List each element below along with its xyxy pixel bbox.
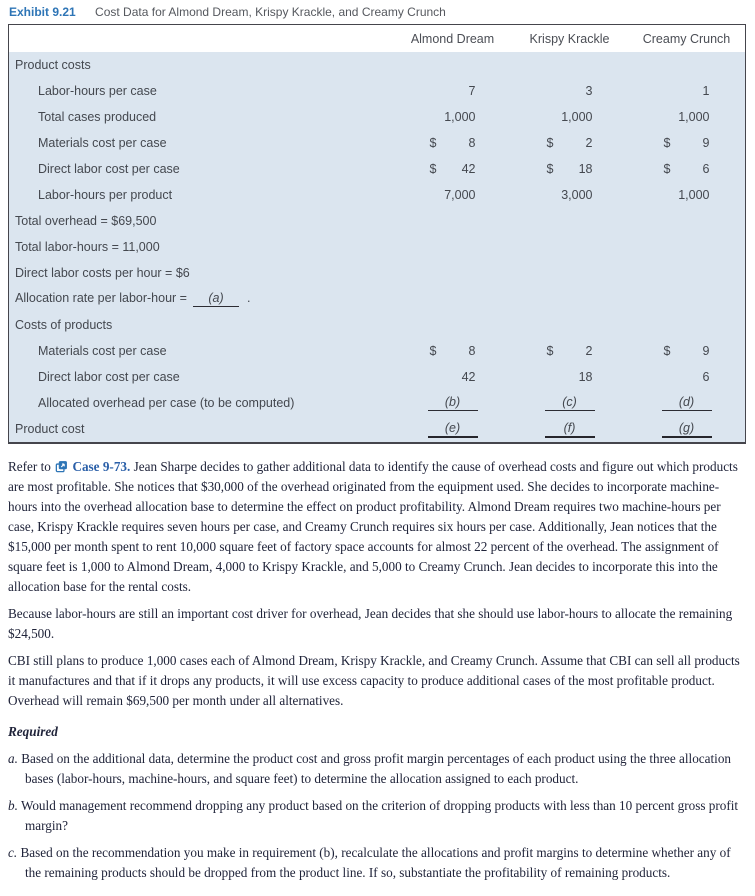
cell-value	[664, 110, 710, 124]
value-column	[394, 344, 511, 358]
row-label: Labor-hours per product	[38, 188, 173, 202]
value-column	[511, 370, 628, 384]
case-9-73-link[interactable]: Case 9-73.	[72, 459, 131, 474]
fill-in-blank: (a)	[193, 291, 239, 307]
cell-value	[662, 395, 712, 411]
column-header-creamy-crunch: Creamy Crunch	[642, 31, 731, 46]
value-column	[628, 84, 745, 98]
value-column	[394, 395, 511, 411]
requirement-b	[8, 796, 747, 836]
value-column	[511, 136, 628, 150]
cell-value-text: 6	[702, 162, 710, 176]
table-row	[9, 364, 745, 390]
cost-data-table	[8, 24, 746, 444]
exhibit-title: Cost Data for Almond Dream, Krispy Krackle, and Creamy Crunch	[95, 5, 446, 19]
table-body	[9, 52, 745, 442]
cell-value	[664, 370, 710, 384]
cell-value	[547, 370, 593, 384]
row-label: Allocated overhead per case (to be computed)	[38, 396, 295, 410]
value-column	[511, 395, 628, 411]
requirement-a-letter: a.	[8, 751, 18, 766]
value-column	[394, 110, 511, 124]
cell-value	[547, 84, 593, 98]
value-column	[511, 110, 628, 124]
cell-value-text: (g)	[678, 420, 695, 435]
cell-value-text: (b)	[444, 395, 461, 409]
row-label: Total cases produced	[38, 110, 157, 124]
cell-value	[430, 370, 476, 384]
currency-symbol: $	[663, 344, 671, 358]
column-header-almond-dream: Almond Dream	[410, 31, 495, 46]
requirement-a	[8, 749, 747, 789]
cell-value-text: 7	[468, 84, 476, 98]
cell-value	[428, 421, 478, 438]
table-row	[9, 52, 745, 78]
value-column	[628, 110, 745, 124]
currency-symbol: $	[663, 136, 671, 150]
currency-symbol: $	[546, 136, 554, 150]
column-header-krispy-krackle: Krispy Krackle	[529, 31, 610, 46]
cell-value	[547, 162, 593, 176]
value-column	[511, 344, 628, 358]
paragraph-1-text: Jean Sharpe decides to gather additional data to identify the cause of overhead costs and figure out which products are most profitable. She notices that $30,000 of the overhead originated from the equipment used. She decides to incorporate machine-hours into the overhead allocation base to determine the effect on product profitability. Almond Dream requires two machine-hours per case, Krispy Krackle requires seven hours per case, and Creamy Crunch requires six hours per case. Additionally, Jean notices that the $15,000 per month spent to rent 10,000 square feet of factory space accounts for almost 22 percent of the overhead. The assignment of square feet is 1,000 to Almond Dream, 4,000 to Krispy Krackle, and 5,000 to Creamy Crunch. Jean decides to incorporate this into the allocation base for the rental costs.	[8, 459, 738, 594]
table-row	[9, 78, 745, 104]
cell-value	[664, 162, 710, 176]
cell-value-text: 3,000	[561, 188, 593, 202]
row-label: Allocation rate per labor-hour = (a) .	[15, 291, 251, 305]
cell-value-text: 2	[585, 344, 593, 358]
table-row	[9, 312, 745, 338]
cell-value	[545, 395, 595, 411]
case-link-icon[interactable]	[55, 459, 68, 472]
cell-value	[547, 136, 593, 150]
exhibit-number: Exhibit 9.21	[9, 5, 76, 19]
cell-value	[547, 188, 593, 202]
table-row	[9, 416, 745, 442]
currency-symbol: $	[663, 162, 671, 176]
cell-value-text: 18	[578, 162, 593, 176]
table-row	[9, 182, 745, 208]
requirement-b-letter: b.	[8, 798, 18, 813]
paragraph-2: Because labor-hours are still an important cost driver for overhead, Jean decides that she should use labor-hours to allocate the remaining $24,500.	[8, 606, 733, 641]
row-label: Materials cost per case	[38, 344, 167, 358]
cell-value	[662, 421, 712, 438]
cell-value-text: 3	[585, 84, 593, 98]
row-label: Direct labor costs per hour = $6	[15, 266, 190, 280]
cell-value-text: 9	[702, 344, 710, 358]
cell-value	[430, 162, 476, 176]
cell-value-text: 1,000	[561, 110, 593, 124]
paragraph-3: CBI still plans to produce 1,000 cases each of Almond Dream, Krispy Krackle, and Creamy Crunch. Assume that CBI can sell all products it manufactures and that if it drops any products, it will use excess capacity to produce additional cases of the most profitable product. Overhead will remain $69,500 per month under all alternatives.	[8, 653, 740, 708]
value-column	[394, 188, 511, 202]
cell-value	[664, 84, 710, 98]
cell-value-text: 1,000	[678, 188, 710, 202]
value-column	[394, 370, 511, 384]
row-label: Labor-hours per case	[38, 84, 157, 98]
row-label: Direct labor cost per case	[38, 370, 180, 384]
row-label: Materials cost per case	[38, 136, 167, 150]
cell-value	[430, 84, 476, 98]
requirement-b-text: Would management recommend dropping any product based on the criterion of dropping products with less than 10 percent gross profit margin?	[20, 798, 739, 833]
cell-value-text: 7,000	[444, 188, 476, 202]
value-column	[628, 370, 745, 384]
required-heading: Required	[8, 724, 58, 739]
row-label: Total labor-hours = 11,000	[15, 240, 160, 254]
table-row	[9, 208, 745, 234]
cell-value	[545, 421, 595, 438]
cell-value-text: 1,000	[444, 110, 476, 124]
cell-value-text: (f)	[563, 420, 576, 435]
cell-value	[430, 136, 476, 150]
cell-value-text: 1,000	[678, 110, 710, 124]
table-row	[9, 104, 745, 130]
row-label: Product costs	[15, 58, 91, 72]
cell-value	[430, 188, 476, 202]
cell-value-text: 6	[702, 370, 710, 384]
cell-value	[664, 188, 710, 202]
row-label: Total overhead = $69,500	[15, 214, 157, 228]
table-row	[9, 130, 745, 156]
requirement-c-letter: c.	[8, 845, 18, 860]
cell-value-text: 42	[461, 162, 476, 176]
cell-value-text: (d)	[678, 395, 695, 409]
fill-in-suffix: .	[246, 291, 251, 305]
value-column	[628, 421, 745, 438]
table-row	[9, 286, 745, 312]
value-column	[511, 421, 628, 438]
cell-value-text: 1	[702, 84, 710, 98]
row-label: Product cost	[15, 422, 85, 436]
cell-value	[547, 110, 593, 124]
cell-value	[664, 344, 710, 358]
table-row	[9, 390, 745, 416]
value-column	[628, 136, 745, 150]
requirement-c	[8, 843, 747, 883]
cell-value-text: 18	[578, 370, 593, 384]
currency-symbol: $	[429, 136, 437, 150]
currency-symbol: $	[546, 162, 554, 176]
cell-value-text: (e)	[444, 420, 461, 435]
cell-value	[428, 395, 478, 411]
value-column	[394, 421, 511, 438]
table-row	[9, 338, 745, 364]
requirement-c-text: Based on the recommendation you make in requirement (b), recalculate the allocations and profit margins to determine whether any of the remaining products should be dropped from the product line. If so, substantiate the profitability of remaining products.	[20, 845, 731, 880]
value-column	[511, 84, 628, 98]
refer-to-text: Refer to	[8, 459, 51, 474]
value-column	[511, 162, 628, 176]
paragraph-1	[8, 457, 747, 597]
problem-text	[8, 457, 747, 883]
value-column	[394, 136, 511, 150]
cell-value-text: 42	[461, 370, 476, 384]
cell-value-text: 9	[702, 136, 710, 150]
cell-value	[430, 344, 476, 358]
requirement-a-text: Based on the additional data, determine the product cost and gross profit margin percentages of each product using the three allocation bases (labor-hours, machine-hours, and square feet) to determine the allocation assigned to each product.	[21, 751, 732, 786]
exhibit-header	[8, 0, 747, 24]
row-label: Direct labor cost per case	[38, 162, 180, 176]
cell-value-text: 8	[468, 136, 476, 150]
currency-symbol: $	[429, 162, 437, 176]
value-column	[394, 84, 511, 98]
table-header-row	[9, 25, 745, 52]
value-column	[394, 162, 511, 176]
cell-value	[664, 136, 710, 150]
value-column	[628, 162, 745, 176]
value-column	[628, 395, 745, 411]
currency-symbol: $	[429, 344, 437, 358]
table-row	[9, 260, 745, 286]
cell-value-text: 2	[585, 136, 593, 150]
cell-value-text: 8	[468, 344, 476, 358]
cell-value	[547, 344, 593, 358]
value-column	[511, 188, 628, 202]
cell-value	[430, 110, 476, 124]
cell-value-text: (c)	[562, 395, 577, 409]
row-label: Costs of products	[15, 318, 113, 332]
value-column	[628, 344, 745, 358]
table-row	[9, 156, 745, 182]
table-row	[9, 234, 745, 260]
value-column	[628, 188, 745, 202]
currency-symbol: $	[546, 344, 554, 358]
